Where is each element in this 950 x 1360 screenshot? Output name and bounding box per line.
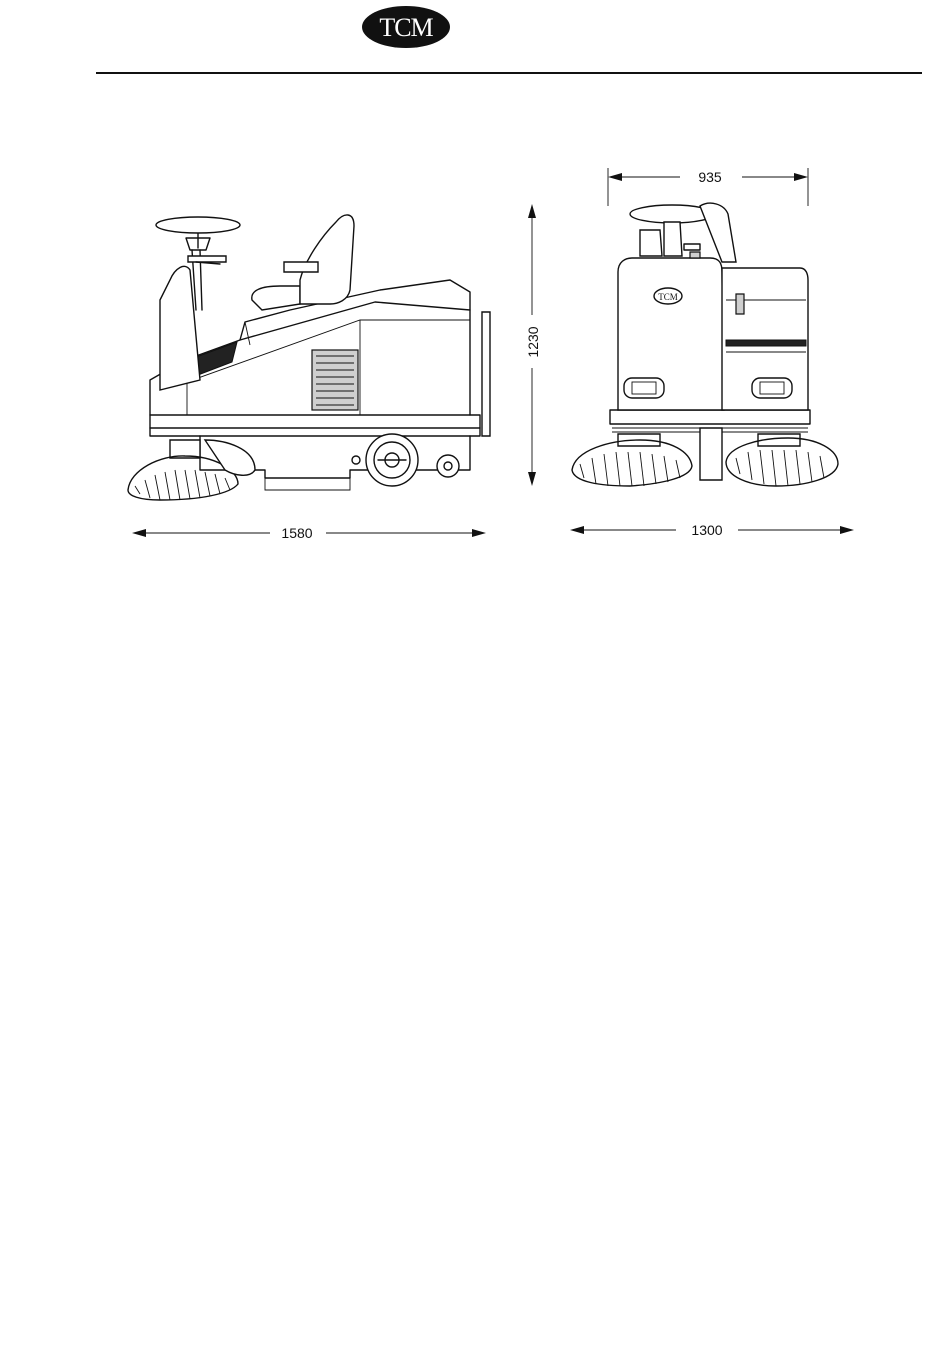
dim-height-label: 1230 xyxy=(525,326,541,358)
svg-text:TCM: TCM xyxy=(658,292,678,302)
dim-length-label: 1580 xyxy=(281,525,313,541)
dim-overall-width-label: 1300 xyxy=(691,522,723,538)
svg-text:TCM: TCM xyxy=(379,13,433,42)
front-view xyxy=(572,203,838,486)
machine-drawing xyxy=(0,0,950,620)
dim-seat-width-label: 935 xyxy=(698,169,722,185)
side-view xyxy=(128,215,490,500)
